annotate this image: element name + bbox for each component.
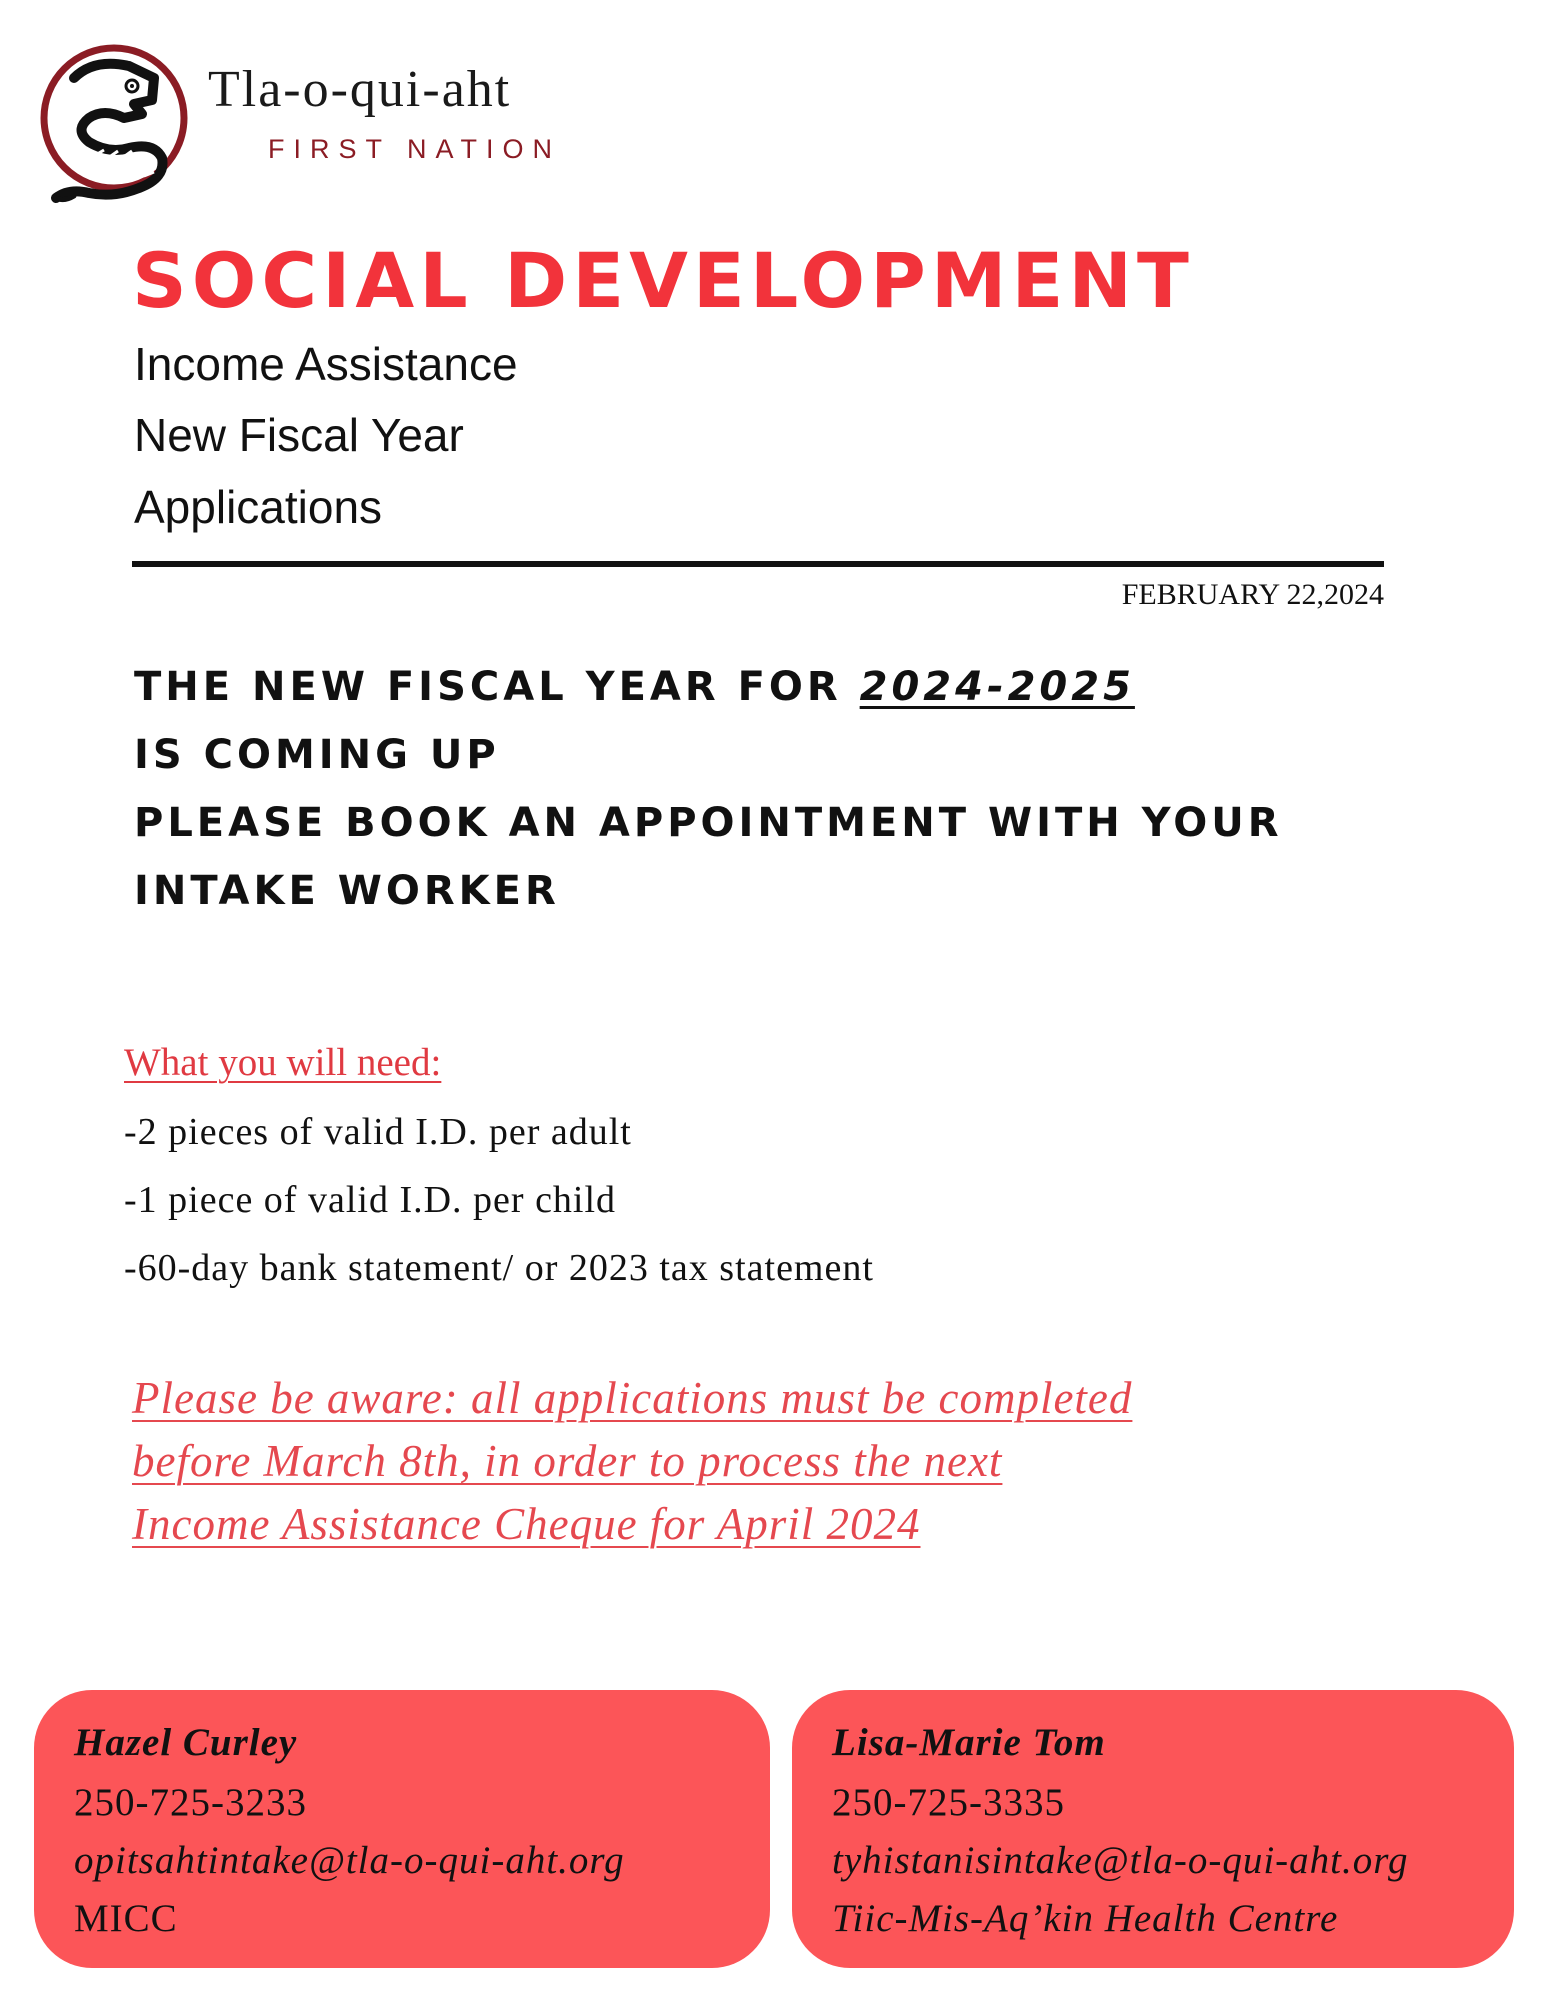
notice-line-2: before March 8th, in order to process the next: [132, 1436, 1003, 1486]
contact-location: MICC: [74, 1897, 178, 1940]
notice-line-3: Income Assistance Cheque for April 2024: [132, 1499, 921, 1549]
contact-card-lisa: [792, 1690, 1514, 1968]
organization-subtitle: FIRST NATION: [268, 134, 562, 164]
announcement-line-4: INTAKE WORKER: [134, 868, 560, 914]
divider: [132, 561, 1384, 567]
contact-name: Hazel Curley: [74, 1721, 298, 1764]
organization-name: Tla-o-qui-aht: [208, 61, 512, 118]
subtitle-line-3: Applications: [134, 481, 383, 533]
contact-phone: 250-725-3233: [74, 1781, 307, 1824]
date-label: FEBRUARY 22,2024: [1121, 578, 1384, 611]
announcement-line-2: IS COMING UP: [134, 732, 500, 778]
contact-location: Tiic-Mis-Aq’kin Health Centre: [832, 1897, 1339, 1940]
contact-phone: 250-725-3335: [832, 1781, 1065, 1824]
contact-email: opitsahtintake@tla-o-qui-aht.org: [74, 1839, 625, 1882]
fiscal-year: 2024-2025: [859, 664, 1135, 710]
contact-name: Lisa-Marie Tom: [832, 1721, 1106, 1764]
announcement-prefix: THE NEW FISCAL YEAR FOR: [134, 664, 860, 710]
announcement-line-3: PLEASE BOOK AN APPOINTMENT WITH YOUR: [134, 800, 1283, 846]
subtitle-line-2: New Fiscal Year: [134, 409, 464, 461]
list-item: -1 piece of valid I.D. per child: [124, 1179, 617, 1221]
needs-heading: What you will need:: [124, 1041, 442, 1084]
list-item: -2 pieces of valid I.D. per adult: [124, 1111, 632, 1153]
page-title: SOCIAL DEVELOPMENT: [132, 236, 1194, 325]
list-item: -60-day bank statement/ or 2023 tax statement: [124, 1247, 874, 1289]
contact-card-hazel: [34, 1690, 770, 1968]
notice-line-1: Please be aware: all applications must be completed: [132, 1373, 1133, 1423]
announcement-line-1: [134, 664, 1135, 710]
subtitle-line-1: Income Assistance: [134, 338, 518, 390]
serpent-logo-icon: [34, 38, 194, 208]
contact-email: tyhistanisintake@tla-o-qui-aht.org: [832, 1839, 1409, 1882]
